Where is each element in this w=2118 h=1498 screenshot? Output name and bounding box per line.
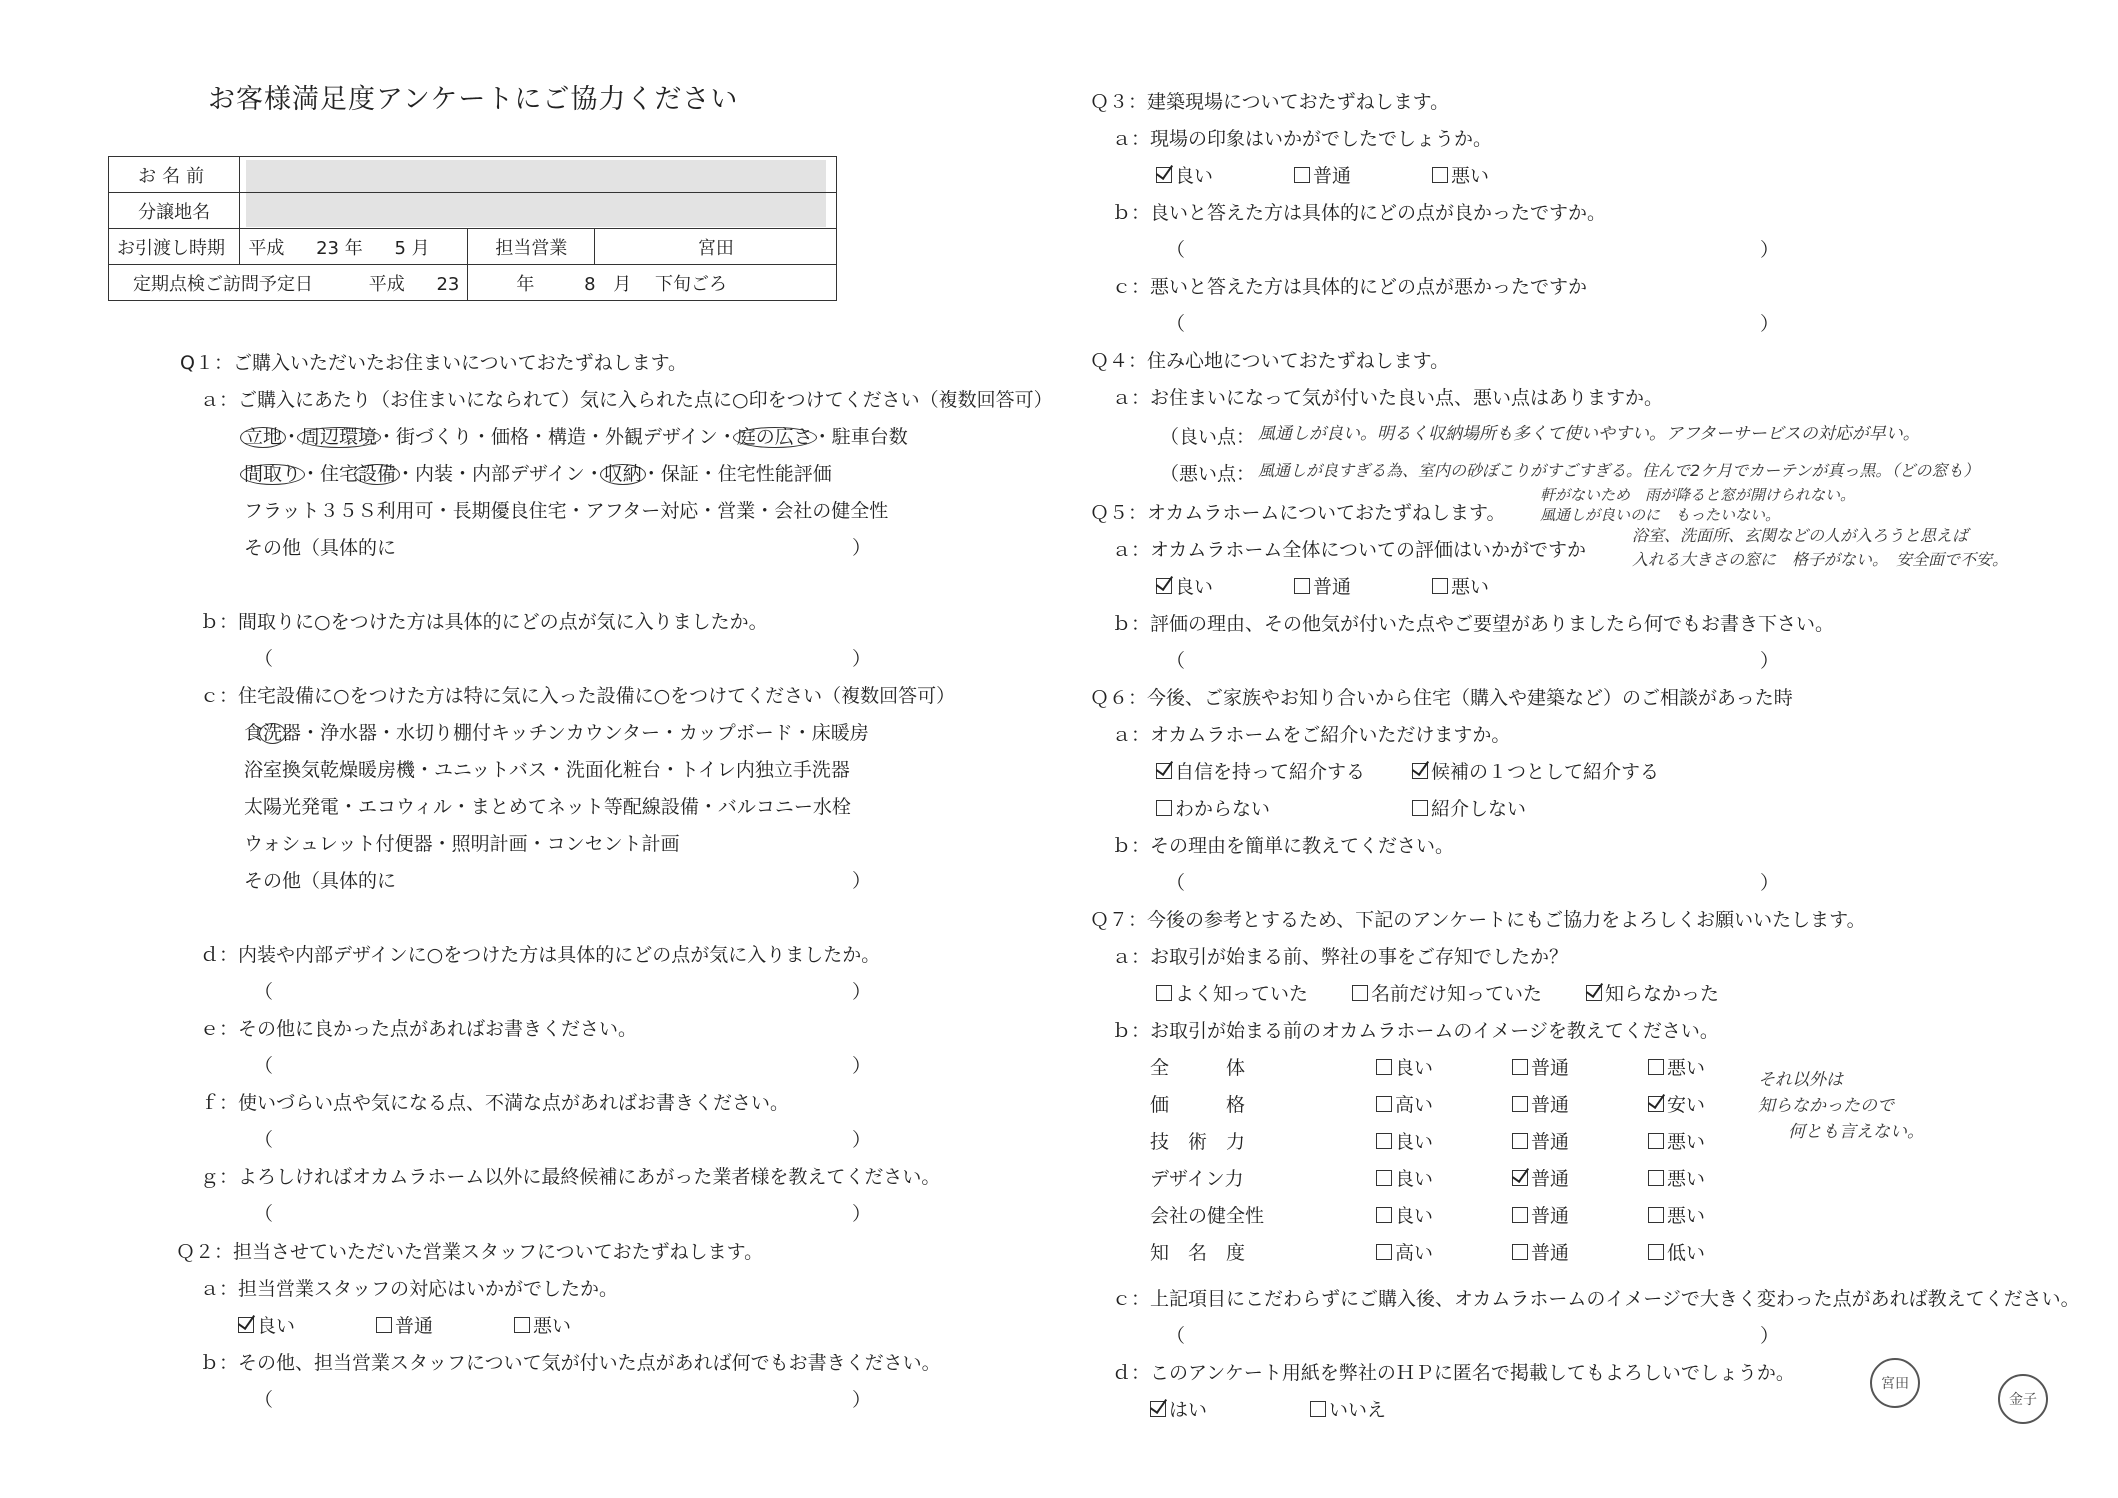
open-paren: （ bbox=[1166, 1325, 1186, 1347]
q1c-text: ｃ：住宅設備に○をつけた方は特に気に入った設備に○をつけてください（複数回答可） bbox=[200, 685, 956, 707]
checkbox[interactable] bbox=[1432, 578, 1448, 594]
checkbox[interactable] bbox=[514, 1317, 530, 1333]
q7b-option[interactable] bbox=[1512, 1133, 1569, 1152]
q5a-option-2[interactable] bbox=[1294, 578, 1351, 597]
checkbox[interactable] bbox=[1310, 1401, 1326, 1417]
option-label: 自信を持って紹介する bbox=[1175, 761, 1366, 783]
q4a-text: ａ：お住まいになって気が付いた良い点、悪い点はありますか。 bbox=[1112, 387, 1664, 409]
q3a-option-1[interactable] bbox=[1156, 167, 1213, 186]
option-label: いいえ bbox=[1329, 1399, 1387, 1421]
open-paren: （ bbox=[254, 1055, 274, 1077]
option-label: 良い bbox=[1395, 1168, 1434, 1190]
q6a-text: ａ：オカムラホームをご紹介いただけますか。 bbox=[1112, 724, 1511, 746]
option-label: 悪い bbox=[1451, 165, 1490, 187]
q7-heading: Ｑ７：今後の参考とするため、下記のアンケートにもご協力をよろしくお願いいたします。 bbox=[1090, 909, 1866, 931]
q2a-option-2[interactable] bbox=[376, 1317, 433, 1336]
q1a-row2 bbox=[244, 465, 832, 484]
checkbox[interactable] bbox=[1294, 578, 1310, 594]
close-paren: ） bbox=[1760, 1325, 1780, 1347]
option-label: 普通 bbox=[1531, 1168, 1570, 1190]
q7b-option[interactable] bbox=[1648, 1133, 1705, 1152]
option-circled[interactable]: 周辺環境 bbox=[297, 427, 381, 448]
delivery-era: 平成 bbox=[248, 237, 285, 259]
q1c-row3: 太陽光発電・エコウィル・まとめてネット等配線設備・バルコニー水栓 bbox=[244, 796, 851, 818]
q1a-row3: フラット３５Ｓ利用可・長期優良住宅・アフター対応・営業・会社の健全性 bbox=[244, 500, 889, 522]
q7b-option[interactable] bbox=[1648, 1170, 1705, 1189]
q7b-row-label: 技 術 力 bbox=[1150, 1131, 1246, 1153]
info-table bbox=[108, 156, 837, 301]
checkbox[interactable] bbox=[1376, 1207, 1392, 1223]
q7b-row-label: 全 体 bbox=[1150, 1057, 1246, 1079]
bad-handwriting-3: 風通しが良いのに もったいない。 bbox=[1540, 506, 1781, 524]
option-label: わからない bbox=[1175, 798, 1271, 820]
page-title: お客様満足度アンケートにご協力ください bbox=[208, 84, 739, 115]
option-list: 食 bbox=[244, 722, 264, 744]
checkbox[interactable] bbox=[1150, 1401, 1166, 1417]
checkbox[interactable] bbox=[1376, 1244, 1392, 1260]
checkbox[interactable] bbox=[1512, 1059, 1528, 1075]
q3c-text: ｃ：悪いと答えた方は具体的にどの点が悪かったですか bbox=[1112, 276, 1588, 298]
checkbox[interactable] bbox=[1648, 1244, 1664, 1260]
option-label: よく知っていた bbox=[1175, 983, 1309, 1005]
q7b-row-label: デザイン力 bbox=[1150, 1168, 1244, 1190]
inspect-row bbox=[109, 265, 468, 301]
checkbox[interactable] bbox=[376, 1317, 392, 1333]
checkbox[interactable] bbox=[1648, 1170, 1664, 1186]
checkbox[interactable] bbox=[1586, 985, 1602, 1001]
open-paren: （ bbox=[1166, 650, 1186, 672]
seal-stamp-1 bbox=[1870, 1358, 1920, 1408]
q5-handwriting-2: 入れる大きさの窓に 格子がない。 安全面で不安。 bbox=[1632, 550, 2009, 569]
checkbox[interactable] bbox=[1376, 1133, 1392, 1149]
option-label: 悪い bbox=[533, 1315, 572, 1337]
close-paren: ） bbox=[852, 1203, 872, 1225]
option-label: 良い bbox=[1175, 165, 1214, 187]
q6b-text: ｂ：その理由を簡単に教えてください。 bbox=[1112, 835, 1455, 857]
checkbox[interactable] bbox=[1376, 1059, 1392, 1075]
open-paren: （ bbox=[254, 1129, 274, 1151]
q7c-text: ｃ：上記項目にこだわらずにご購入後、オカムラホームのイメージで大きく変わった点があれば教えてください。 bbox=[1112, 1288, 2080, 1310]
q1a-row1 bbox=[244, 428, 908, 447]
name-field[interactable] bbox=[240, 157, 837, 193]
option-list: ・保証・住宅性能評価 bbox=[641, 463, 832, 485]
q7b-option[interactable] bbox=[1648, 1059, 1705, 1078]
delivery-date bbox=[240, 229, 468, 265]
q6a-option-4[interactable] bbox=[1412, 800, 1526, 819]
sales-name: 宮田 bbox=[595, 229, 837, 265]
option-label: 良い bbox=[257, 1315, 296, 1337]
checkbox[interactable] bbox=[1648, 1059, 1664, 1075]
q7b-option[interactable] bbox=[1648, 1207, 1705, 1226]
q3-heading: Ｑ３：建築現場についておたずねします。 bbox=[1090, 91, 1450, 113]
checkbox[interactable] bbox=[1648, 1133, 1664, 1149]
q7d-option-1[interactable] bbox=[1150, 1401, 1207, 1420]
checkbox[interactable] bbox=[1412, 800, 1428, 816]
q7b-option[interactable] bbox=[1648, 1096, 1705, 1115]
option-list: ・住宅 bbox=[301, 463, 359, 485]
checkbox[interactable] bbox=[1376, 1096, 1392, 1112]
option-label: 普通 bbox=[395, 1315, 434, 1337]
q1f-text: ｆ：使いづらい点や気になる点、不満な点があればお書きください。 bbox=[200, 1092, 790, 1114]
q5a-text: ａ：オカムラホーム全体についての評価はいかがですか bbox=[1112, 539, 1587, 561]
q7b-option[interactable] bbox=[1376, 1244, 1433, 1263]
option-label: 良い bbox=[1395, 1057, 1434, 1079]
option-label: 悪い bbox=[1667, 1057, 1706, 1079]
option-label: 良い bbox=[1175, 576, 1214, 598]
q7b-row-label: 知 名 度 bbox=[1150, 1242, 1246, 1264]
option-label: 良い bbox=[1395, 1205, 1434, 1227]
checkbox[interactable] bbox=[1376, 1170, 1392, 1186]
q1d-text: ｄ：内装や内部デザインに○をつけた方は具体的にどの点が気に入りましたか。 bbox=[200, 944, 881, 966]
separator: ・ bbox=[282, 426, 302, 448]
good-handwriting: 風通しが良い。明るく収納場所も多くて使いやすい。アフターサービスの対応が早い。 bbox=[1258, 424, 1920, 444]
option-label: 悪い bbox=[1667, 1205, 1706, 1227]
q1c-other: その他（具体的に bbox=[244, 870, 397, 892]
q3b-text: ｂ：良いと答えた方は具体的にどの点が良かったですか。 bbox=[1112, 202, 1607, 224]
option-list: 器・浄水器・水切り棚付キッチンカウンター・カップボード・床暖房 bbox=[282, 722, 869, 744]
option-label: 悪い bbox=[1451, 576, 1490, 598]
checkbox[interactable] bbox=[1512, 1170, 1528, 1186]
q7b-row-label: 価 格 bbox=[1150, 1094, 1246, 1116]
option-label: はい bbox=[1169, 1399, 1208, 1421]
checkbox[interactable] bbox=[1648, 1207, 1664, 1223]
name-label: お名前 bbox=[109, 157, 240, 193]
q6a-option-2[interactable] bbox=[1412, 763, 1659, 782]
option-label: 悪い bbox=[1667, 1168, 1706, 1190]
month-unit: 月 bbox=[411, 237, 430, 259]
inspect-period: 下旬ごろ bbox=[655, 273, 728, 295]
bad-handwriting: 風通しが良すぎる為、室内の砂ぼこりがすごすぎる。住んで2ケ月でカーテンが真っ黒。（どの窓も） bbox=[1258, 461, 1980, 480]
q7b-option[interactable] bbox=[1376, 1170, 1433, 1189]
q7b-option[interactable] bbox=[1376, 1207, 1433, 1226]
close-paren: ） bbox=[1760, 239, 1780, 261]
inspect-label: 定期点検ご訪問予定日 bbox=[133, 273, 313, 295]
inspect-date bbox=[468, 265, 837, 301]
open-paren: （ bbox=[254, 648, 274, 670]
month-unit: 月 bbox=[613, 273, 632, 295]
close-paren: ） bbox=[852, 648, 872, 670]
close-paren: ） bbox=[852, 1055, 872, 1077]
q1-heading: Q１：ご購入いただいたお住まいについておたずねします。 bbox=[180, 352, 688, 374]
q1a-other: その他（具体的に bbox=[244, 537, 397, 559]
checkbox[interactable] bbox=[1512, 1207, 1528, 1223]
q7b-text: ｂ：お取引が始まる前のオカムラホームのイメージを教えてください。 bbox=[1112, 1020, 1719, 1042]
checkbox[interactable] bbox=[1156, 578, 1172, 594]
q1c-row1 bbox=[244, 724, 869, 743]
option-circled[interactable]: 立地 bbox=[240, 427, 286, 448]
open-paren: （ bbox=[1166, 239, 1186, 261]
q7b-handwriting-1: それ以外は bbox=[1758, 1070, 1843, 1090]
checkbox[interactable] bbox=[1156, 167, 1172, 183]
q1g-text: ｇ：よろしければオカムラホーム以外に最終候補にあがった業者様を教えてください。 bbox=[200, 1166, 941, 1188]
checkbox[interactable] bbox=[1352, 985, 1368, 1001]
seal-stamp-2 bbox=[1998, 1374, 2048, 1424]
q7b-option[interactable] bbox=[1648, 1244, 1705, 1263]
q7a-option-3[interactable] bbox=[1586, 985, 1719, 1004]
option-list: ・街づくり・価格・構造・外観デザイン・ bbox=[377, 426, 737, 448]
open-paren: （ bbox=[254, 1389, 274, 1411]
open-paren: （ bbox=[1166, 313, 1186, 335]
checkbox[interactable] bbox=[1294, 167, 1310, 183]
delivery-label: お引渡し時期 bbox=[109, 229, 240, 265]
checkbox[interactable] bbox=[1512, 1133, 1528, 1149]
option-label: 普通 bbox=[1531, 1242, 1570, 1264]
q7b-option[interactable] bbox=[1376, 1059, 1433, 1078]
q6-heading: Ｑ６：今後、ご家族やお知り合いから住宅（購入や建築など）のご相談があった時 bbox=[1090, 687, 1793, 709]
checkbox[interactable] bbox=[1432, 167, 1448, 183]
checkbox[interactable] bbox=[1156, 800, 1172, 816]
q1b-text: ｂ：間取りに○をつけた方は具体的にどの点が気に入りましたか。 bbox=[200, 611, 768, 633]
bad-label: （悪い点： bbox=[1160, 463, 1256, 485]
option-circled[interactable]: 庭の広さ bbox=[733, 427, 817, 448]
lot-field[interactable] bbox=[240, 193, 837, 229]
option-label: 普通 bbox=[1313, 576, 1352, 598]
option-label: 普通 bbox=[1531, 1205, 1570, 1227]
q7b-option[interactable] bbox=[1512, 1096, 1569, 1115]
q5-handwriting-1: 浴室、洗面所、玄関などの人が入ろうと思えば bbox=[1632, 526, 1969, 545]
q5b-text: ｂ：評価の理由、その他気が付いた点やご要望がありましたら何でもお書き下さい。 bbox=[1112, 613, 1835, 635]
option-label: 名前だけ知っていた bbox=[1371, 983, 1543, 1005]
open-paren: （ bbox=[1166, 872, 1186, 894]
close-paren: ） bbox=[1760, 313, 1780, 335]
lot-label: 分譲地名 bbox=[109, 193, 240, 229]
checkbox[interactable] bbox=[1412, 763, 1428, 779]
close-paren: ） bbox=[852, 537, 872, 559]
q1c-row2: 浴室換気乾燥暖房機・ユニットバス・洗面化粧台・トイレ内独立手洗器 bbox=[244, 759, 850, 781]
q2a-text: ａ：担当営業スタッフの対応はいかがでしたか。 bbox=[200, 1278, 619, 1300]
close-paren: ） bbox=[852, 1129, 872, 1151]
q6a-option-3[interactable] bbox=[1156, 800, 1270, 819]
option-circled[interactable]: 収納 bbox=[600, 464, 646, 485]
option-label: 普通 bbox=[1531, 1057, 1570, 1079]
q7a-text: ａ：お取引が始まる前、弊社の事をご存知でしたか？ bbox=[1112, 946, 1569, 968]
q7b-option[interactable] bbox=[1376, 1133, 1433, 1152]
sales-label: 担当営業 bbox=[468, 229, 595, 265]
inspect-era: 平成 bbox=[368, 273, 405, 295]
open-paren: （ bbox=[254, 1203, 274, 1225]
option-label: 普通 bbox=[1531, 1094, 1570, 1116]
option-circled[interactable]: 間取り bbox=[240, 464, 305, 485]
option-label: 普通 bbox=[1313, 165, 1352, 187]
delivery-year: 23 bbox=[316, 237, 339, 259]
q5a-option-1[interactable] bbox=[1156, 578, 1213, 597]
q4-heading: Ｑ４：住み心地についておたずねします。 bbox=[1090, 350, 1450, 372]
q6a-option-1[interactable] bbox=[1156, 763, 1365, 782]
close-paren: ） bbox=[852, 1389, 872, 1411]
option-label: 悪い bbox=[1667, 1131, 1706, 1153]
seal-text: 金子 bbox=[2009, 1392, 2037, 1408]
q2-heading: Ｑ２：担当させていただいた営業スタッフについておたずねします。 bbox=[176, 1241, 764, 1263]
option-label: 安い bbox=[1667, 1094, 1706, 1116]
q3a-text: ａ：現場の印象はいかがでしたでしょうか。 bbox=[1112, 128, 1493, 150]
option-list: ・内装・内部デザイン・ bbox=[396, 463, 604, 485]
q7a-option-2[interactable] bbox=[1352, 985, 1542, 1004]
q7b-option[interactable] bbox=[1376, 1096, 1433, 1115]
q2b-text: ｂ：その他、担当営業スタッフについて気が付いた点があれば何でもお書きください。 bbox=[200, 1352, 941, 1374]
inspect-year: 23 bbox=[436, 273, 460, 295]
option-label: 候補の１つとして紹介する bbox=[1431, 761, 1660, 783]
good-label: （良い点： bbox=[1160, 426, 1256, 448]
open-paren: （ bbox=[254, 981, 274, 1003]
option-label: 紹介しない bbox=[1431, 798, 1527, 820]
q7a-option-1[interactable] bbox=[1156, 985, 1308, 1004]
q7b-handwriting-3: 何とも言えない。 bbox=[1788, 1122, 1924, 1142]
checkbox[interactable] bbox=[238, 1317, 254, 1333]
option-list: ・駐車台数 bbox=[812, 426, 908, 448]
q7d-text: ｄ：このアンケート用紙を弊社のＨＰに匿名で掲載してもよろしいでしょうか。 bbox=[1112, 1362, 1795, 1384]
q7b-row-label: 会社の健全性 bbox=[1150, 1205, 1265, 1227]
q2a-option-3[interactable] bbox=[514, 1317, 571, 1336]
checkbox[interactable] bbox=[1512, 1244, 1528, 1260]
inspect-month: 8 bbox=[584, 273, 596, 295]
year-unit: 年 bbox=[344, 237, 363, 259]
q1c-row4: ウォシュレット付便器・照明計画・コンセント計画 bbox=[244, 833, 680, 855]
option-label: 普通 bbox=[1531, 1131, 1570, 1153]
option-label: 知らなかった bbox=[1605, 983, 1720, 1005]
q7b-option[interactable] bbox=[1512, 1170, 1569, 1189]
close-paren: ） bbox=[1760, 650, 1780, 672]
q1e-text: ｅ：その他に良かった点があればお書きください。 bbox=[200, 1018, 638, 1040]
option-label: 高い bbox=[1395, 1094, 1434, 1116]
year-unit: 年 bbox=[516, 273, 535, 295]
checkbox[interactable] bbox=[1512, 1096, 1528, 1112]
close-paren: ） bbox=[1760, 872, 1780, 894]
q7b-option[interactable] bbox=[1512, 1244, 1569, 1263]
checkbox[interactable] bbox=[1156, 763, 1172, 779]
delivery-month: 5 bbox=[394, 237, 406, 259]
checkbox[interactable] bbox=[1156, 985, 1172, 1001]
q5a-option-3[interactable] bbox=[1432, 578, 1489, 597]
option-label: 低い bbox=[1667, 1242, 1706, 1264]
q7d-option-2[interactable] bbox=[1310, 1401, 1386, 1420]
bad-handwriting-2: 軒がないため 雨が降ると窓が開けられない。 bbox=[1540, 486, 1856, 504]
q5-heading: Ｑ５：オカムラホームについておたずねします。 bbox=[1090, 502, 1506, 524]
option-label: 良い bbox=[1395, 1131, 1434, 1153]
q7b-option[interactable] bbox=[1512, 1207, 1569, 1226]
option-circled[interactable]: 洗 bbox=[259, 723, 286, 744]
close-paren: ） bbox=[852, 870, 872, 892]
option-label: 高い bbox=[1395, 1242, 1434, 1264]
checkbox[interactable] bbox=[1648, 1096, 1664, 1112]
q3a-option-2[interactable] bbox=[1294, 167, 1351, 186]
close-paren: ） bbox=[852, 981, 872, 1003]
q1a-text: ａ：ご購入にあたり（お住まいになられて）気に入られた点に○印をつけてください（複数回答可） bbox=[200, 389, 1053, 411]
option-circled[interactable]: 設備 bbox=[354, 464, 400, 485]
q2a-option-1[interactable] bbox=[238, 1317, 295, 1336]
q7b-handwriting-2: 知らなかったので bbox=[1758, 1096, 1894, 1116]
q3a-option-3[interactable] bbox=[1432, 167, 1489, 186]
q7b-option[interactable] bbox=[1512, 1059, 1569, 1078]
seal-text: 宮田 bbox=[1881, 1376, 1909, 1392]
